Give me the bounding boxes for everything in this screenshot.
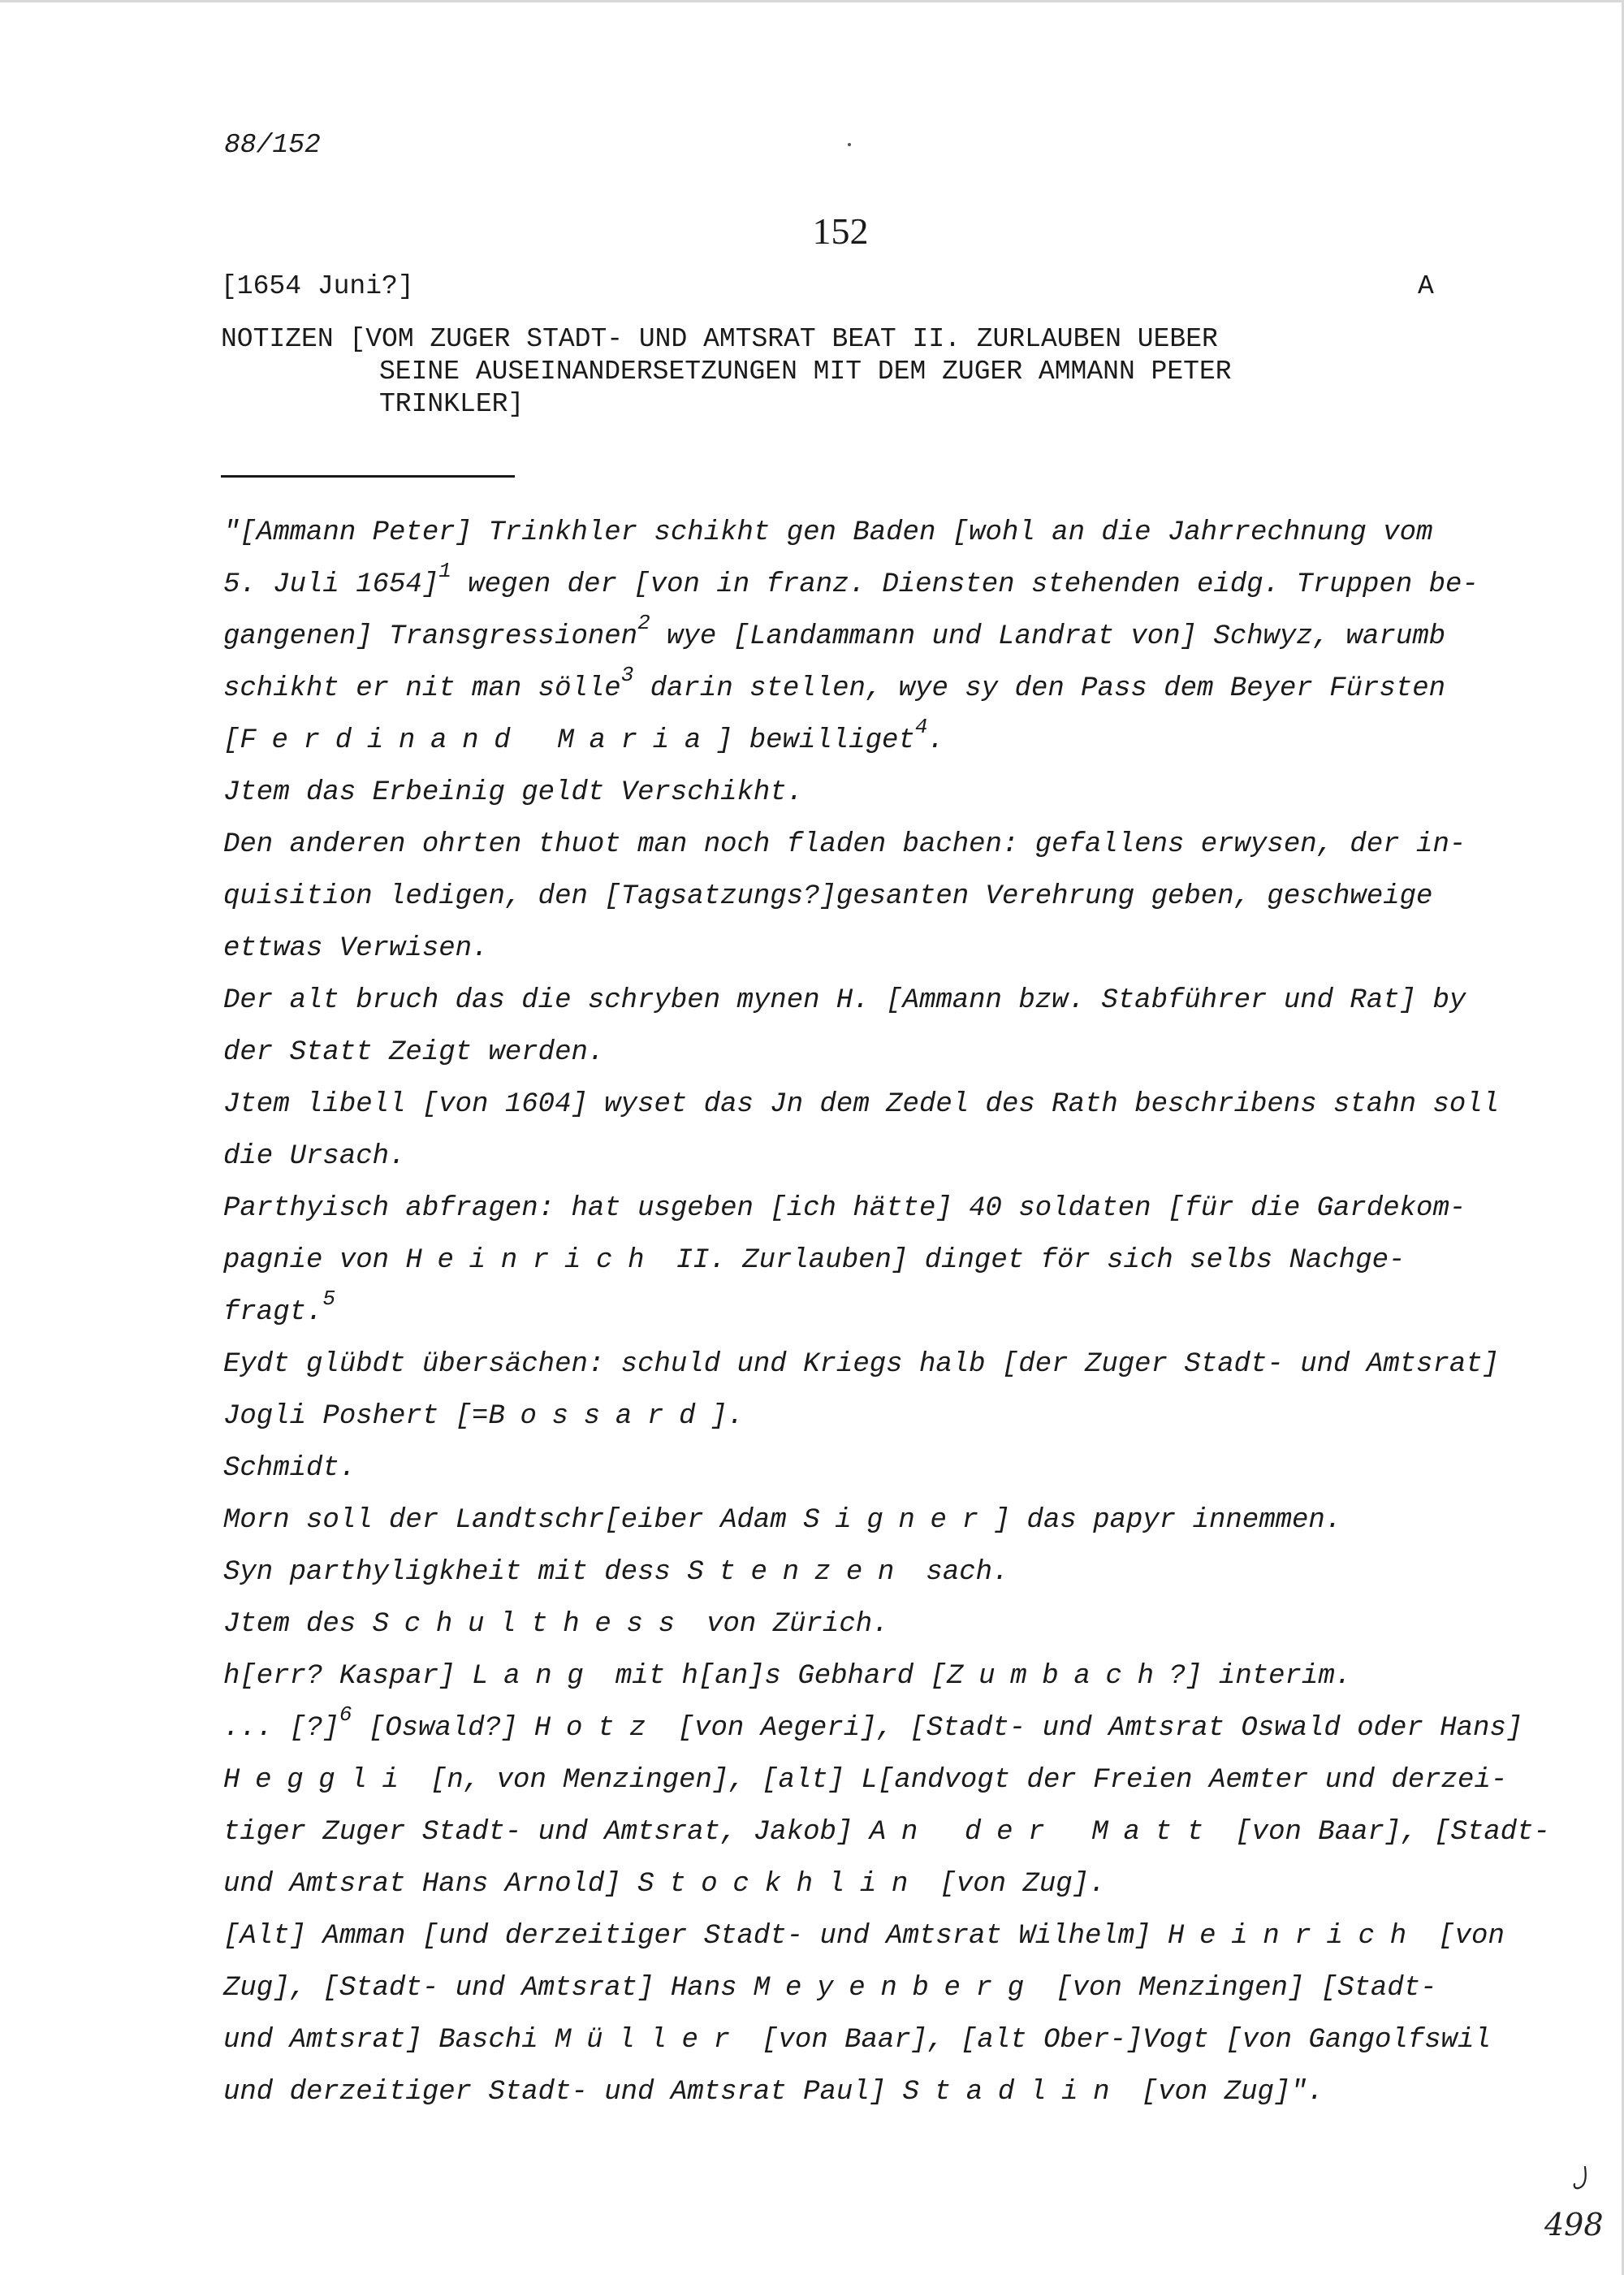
spaced-name: Heinrich [1168, 1921, 1422, 1952]
spaced-name: Heinrich [405, 1245, 660, 1276]
document-letter: A [1418, 271, 1434, 301]
spaced-name: Stockhlin [637, 1869, 924, 1900]
text-line: gangenen] Transgressionen$^2$ wye [Landammann und Landrat von] Schwyz, warumb [223, 610, 1446, 652]
text-line: Jtem libell [von 1604] wyset das Jn dem Zedel des Rath beschribens stahn soll [223, 1089, 1500, 1120]
document-body [223, 507, 1550, 2118]
spaced-name: Müller [555, 2025, 745, 2056]
spaced-name: Hotz [533, 1713, 662, 1744]
text-line: Den anderen ohrten thuot man noch fladen bachen: gefallens erwysen, der in- [223, 829, 1466, 860]
text-line: ... [?]$^6$ [Oswald?] Hotz [von Aegeri], [Stadt- und Amtsrat Oswald oder Hans] [223, 1702, 1523, 1744]
text-line: Morn soll der Landtschr[eiber Adam Signer] das papyr innemmen. [223, 1505, 1342, 1536]
text-line: Schmidt. [223, 1453, 356, 1484]
text-line: Eydt glübdt übersächen: schuld und Kriegs halb [der Zuger Stadt- und Amtsrat] [223, 1349, 1500, 1380]
text-line: h[err? Kaspar] Lang mit h[an]s Gebhard [Zumbach?] interim. [223, 1661, 1352, 1692]
text-line: Parthyisch abfragen: hat usgeben [ich hätte] 40 soldaten [für die Gardekom- [223, 1193, 1466, 1224]
footnote-ref: 3 [620, 662, 634, 687]
text-line: pagnie von Heinrich II. Zurlauben] dinget för sich selbs Nachge- [223, 1245, 1406, 1276]
footnote-ref: 6 [339, 1702, 352, 1727]
text-line: Jogli Poshert [=Bossard]. [223, 1401, 744, 1432]
text-line: "[Ammann Peter] Trinkhler schikht gen Baden [wohl an die Jahrrechnung vom [223, 517, 1433, 548]
spaced-name: An der Matt [869, 1817, 1219, 1848]
text-line: Jtem das Erbeinig geldt Verschikht. [223, 777, 804, 808]
title-line: SEINE AUSEINANDERSETZUNGEN MIT DEM ZUGER AMMANN PETER [379, 357, 1232, 387]
footnote-ref: 5 [322, 1286, 336, 1311]
text-line: und derzeitiger Stadt- und Amtsrat Paul] Stadlin [von Zug]". [223, 2077, 1324, 2108]
footnote-ref: 2 [637, 610, 650, 635]
text-line: ettwas Verwisen. [223, 933, 489, 964]
text-line: tiger Zuger Stadt- und Amtsrat, Jakob] An der Matt [von Baar], [Stadt- [223, 1817, 1550, 1848]
spaced-name: Schulthess [372, 1609, 690, 1640]
spaced-name: Lang [472, 1661, 599, 1692]
spaced-name: Ferdinand Maria [240, 725, 716, 756]
text-line: [Ferdinand Maria] bewilliget$^4$. [223, 714, 944, 756]
text-line: Heggli [n, von Menzingen], [alt] L[andvogt der Freien Aemter und derzei- [223, 1765, 1508, 1796]
text-line: der Statt Zeigt werden. [223, 1037, 605, 1068]
spaced-name: Signer [803, 1505, 994, 1536]
page-edge-top [0, 0, 1624, 2]
text-line: [Alt] Amman [und derzeitiger Stadt- und Amtsrat Wilhelm] Heinrich [von [223, 1921, 1505, 1952]
scan-speck [848, 143, 851, 146]
handwritten-number: 498 [1544, 2207, 1604, 2243]
spaced-name: Heggli [223, 1765, 414, 1796]
title-line: NOTIZEN [VOM ZUGER STADT- UND AMTSRAT BEAT II. ZURLAUBEN UEBER [221, 324, 1218, 354]
text-line: Jtem des Schulthess von Zürich. [223, 1609, 889, 1640]
document-number: 152 [812, 210, 869, 252]
spaced-name: Meyenberg [753, 1973, 1039, 2004]
text-line: die Ursach. [223, 1141, 406, 1172]
text-line: Zug], [Stadt- und Amtsrat] Hans Meyenberg [von Menzingen] [Stadt- [223, 1973, 1437, 2004]
text-line: schikht er nit man sölle$^3$ darin stellen, wye sy den Pass dem Beyer Fürsten [223, 662, 1446, 704]
spaced-name: Stadlin [902, 2077, 1125, 2108]
spaced-name: Stenzen [687, 1557, 910, 1588]
text-line: und Amtsrat Hans Arnold] Stockhlin [von Zug]. [223, 1869, 1106, 1900]
text-line: und Amtsrat] Baschi Müller [von Baar], [alt Ober-]Vogt [von Gangolfswil [223, 2025, 1491, 2056]
spaced-name: Zumbach [946, 1661, 1169, 1692]
document-reference: 88/152 [224, 130, 321, 160]
title-line: TRINKLER] [379, 389, 525, 419]
text-line: Syn parthyligkheit mit dess Stenzen sach. [223, 1557, 1009, 1588]
text-line: Der alt bruch das die schryben mynen H. [Ammann bzw. Stabführer und Rat] by [223, 985, 1466, 1016]
title-divider [221, 475, 515, 478]
document-title [221, 323, 1455, 421]
text-line: fragt.$^5$ [223, 1286, 336, 1328]
text-line: 5. Juli 1654]$^1$ wegen der [von in franz. Diensten stehenden eidg. Truppen be- [223, 558, 1479, 600]
footnote-ref: 4 [914, 714, 928, 739]
footnote-ref: 1 [438, 558, 451, 583]
document-date: [1654 Juni?] [221, 271, 414, 301]
text-line: quisition ledigen, den [Tagsatzungs?]gesanten Verehrung geben, geschweige [223, 881, 1433, 912]
handwritten-archive-number [1543, 2160, 1608, 2250]
spaced-name: Bossard [488, 1401, 711, 1432]
